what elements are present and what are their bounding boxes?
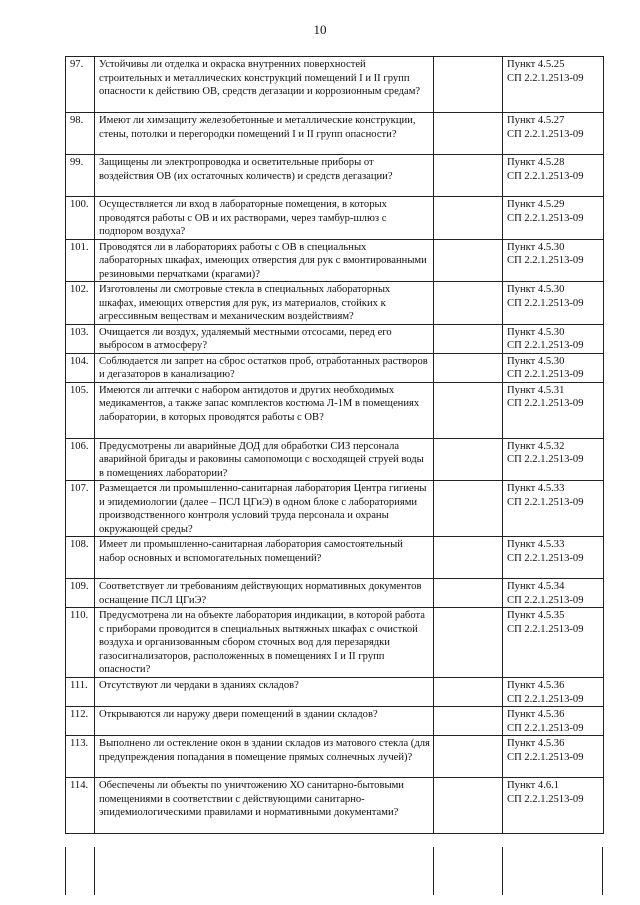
reference-document: СП 2.2.1.2513-09 bbox=[507, 454, 584, 465]
table-row bbox=[66, 324, 604, 353]
reference-clause: Пункт 4.6.1 bbox=[507, 780, 560, 791]
reference-document: СП 2.2.1.2513-09 bbox=[507, 297, 584, 309]
question-text: Изготовлены ли смотровые стекла в специальных лабораторных шкафах, имеющих отверстия для рук, из материалов, стойких к агрессивным веществам и механическим воздействиям? bbox=[95, 282, 434, 325]
row-number: 111. bbox=[66, 678, 95, 707]
reference-cell bbox=[503, 608, 604, 678]
answer-cell[interactable] bbox=[434, 239, 503, 282]
reference-cell bbox=[503, 239, 604, 282]
reference-clause: Пункт 4.5.32 bbox=[507, 440, 565, 452]
answer-cell[interactable] bbox=[434, 382, 503, 438]
table-row bbox=[66, 197, 604, 240]
reference-cell bbox=[503, 282, 604, 325]
answer-cell[interactable] bbox=[434, 155, 503, 197]
reference-document: СП 2.2.1.2513-09 bbox=[507, 623, 584, 635]
table-row bbox=[66, 382, 604, 438]
reference-cell bbox=[503, 438, 604, 481]
reference-cell bbox=[503, 353, 604, 382]
checklist-table bbox=[65, 56, 604, 834]
question-text: Соответствует ли требованиям действующих нормативных документов оснащение ПСЛ ЦГиЭ? bbox=[95, 579, 434, 608]
answer-cell[interactable] bbox=[434, 736, 503, 778]
answer-cell[interactable] bbox=[434, 707, 503, 736]
reference-cell bbox=[503, 382, 604, 438]
row-number: 102. bbox=[66, 282, 95, 325]
answer-cell[interactable] bbox=[434, 778, 503, 834]
question-text: Имеют ли химзащиту железобетонные и металлические конструкции, стены, потолки и перегородки помещений I и II групп опасности? bbox=[95, 113, 434, 155]
table-row bbox=[66, 438, 604, 481]
table-row bbox=[66, 481, 604, 537]
table-row bbox=[66, 239, 604, 282]
question-text: Открываются ли наружу двери помещений в здании складов? bbox=[95, 707, 434, 736]
row-number: 103. bbox=[66, 324, 95, 353]
table-row bbox=[66, 707, 604, 736]
answer-cell[interactable] bbox=[434, 197, 503, 240]
reference-clause: Пункт 4.5.30 bbox=[507, 284, 565, 295]
reference-cell bbox=[503, 579, 604, 608]
reference-clause: Пункт 4.5.31 bbox=[507, 384, 565, 396]
reference-clause: Пункт 4.5.28 bbox=[507, 157, 565, 168]
reference-clause: Пункт 4.5.30 bbox=[507, 355, 565, 367]
reference-document: СП 2.2.1.2513-09 bbox=[507, 552, 584, 564]
row-number: 114. bbox=[66, 778, 95, 834]
table-row bbox=[66, 537, 604, 579]
row-number: 98. bbox=[66, 113, 95, 155]
question-text: Предусмотрена ли на объекте лаборатория индикации, в которой работа с приборами проводится в специальных вытяжных шкафах с очисткой воздуха и организованным сбором сточных вод для перезарядки газосигнализаторов, расположенных в помещениях I и II групп опасности? bbox=[95, 608, 434, 678]
reference-cell bbox=[503, 113, 604, 155]
answer-cell[interactable] bbox=[434, 678, 503, 707]
reference-document: СП 2.2.1.2513-09 bbox=[507, 693, 584, 705]
table-row bbox=[66, 113, 604, 155]
table-row bbox=[66, 778, 604, 834]
question-text: Выполнено ли остекление окон в здании складов из матового стекла (для предупреждения попадания в помещение прямых солнечных лучей)? bbox=[95, 736, 434, 778]
row-number: 112. bbox=[66, 707, 95, 736]
answer-cell[interactable] bbox=[434, 537, 503, 579]
checklist-rows bbox=[66, 57, 604, 834]
row-number: 109. bbox=[66, 579, 95, 608]
reference-document: СП 2.2.1.2513-09 bbox=[507, 793, 584, 805]
reference-cell bbox=[503, 778, 604, 834]
page-number: 10 bbox=[313, 22, 327, 37]
reference-document: СП 2.2.1.2513-09 bbox=[507, 72, 584, 84]
answer-cell[interactable] bbox=[434, 353, 503, 382]
table-row bbox=[66, 579, 604, 608]
row-number: 106. bbox=[66, 438, 95, 481]
question-text: Защищены ли электропроводка и осветительные приборы от воздействия ОВ (их остаточных количеств) и средств дегазации? bbox=[95, 155, 434, 197]
reference-clause: Пункт 4.5.36 bbox=[507, 680, 565, 691]
answer-cell[interactable] bbox=[434, 324, 503, 353]
table-row bbox=[66, 608, 604, 678]
reference-clause: Пункт 4.5.36 bbox=[507, 738, 565, 749]
reference-clause: Пункт 4.5.33 bbox=[507, 483, 565, 494]
row-number: 104. bbox=[66, 353, 95, 382]
question-text: Соблюдается ли запрет на сброс остатков проб, отработанных растворов и дегазаторов в канализацию? bbox=[95, 353, 434, 382]
question-text: Обеспечены ли объекты по уничтожению ХО санитарно-бытовыми помещениями в соответствии с действующими санитарно-эпидемиологическими правилами и нормативными документами? bbox=[95, 778, 434, 834]
answer-cell[interactable] bbox=[434, 438, 503, 481]
row-number: 108. bbox=[66, 537, 95, 579]
question-text: Имеет ли промышленно-санитарная лаборатория самостоятельный набор основных и вспомогательных помещений? bbox=[95, 537, 434, 579]
table-row bbox=[66, 155, 604, 197]
answer-cell[interactable] bbox=[434, 282, 503, 325]
reference-cell bbox=[503, 197, 604, 240]
reference-clause: Пункт 4.5.36 bbox=[507, 709, 565, 720]
table-continuation bbox=[65, 847, 603, 895]
reference-document: СП 2.2.1.2513-09 bbox=[507, 751, 584, 763]
reference-cell bbox=[503, 481, 604, 537]
reference-cell bbox=[503, 736, 604, 778]
question-text: Имеются ли аптечки с набором антидотов и других необходимых медикаментов, а также запас комплектов костюма Л-1М в помещениях лаборатории, в которых проводятся работы с ОВ? bbox=[95, 382, 434, 438]
reference-cell bbox=[503, 155, 604, 197]
table-row bbox=[66, 678, 604, 707]
reference-document: СП 2.2.1.2513-09 bbox=[507, 212, 584, 224]
reference-cell bbox=[503, 707, 604, 736]
question-text: Размещается ли промышленно-санитарная лаборатория Центра гигиены и эпидемиологии (далее – ПСЛ ЦГиЭ) в одном блоке с лабораториями производственного контроля условий труда персонала и охраны окружающей среды? bbox=[95, 481, 434, 537]
table-row bbox=[66, 57, 604, 113]
reference-document: СП 2.2.1.2513-09 bbox=[507, 496, 584, 508]
reference-clause: Пункт 4.5.30 bbox=[507, 241, 565, 253]
reference-clause: Пункт 4.5.30 bbox=[507, 326, 565, 338]
row-number: 105. bbox=[66, 382, 95, 438]
row-number: 113. bbox=[66, 736, 95, 778]
reference-document: СП 2.2.1.2513-09 bbox=[507, 170, 584, 182]
reference-clause: Пункт 4.5.34 bbox=[507, 581, 565, 592]
reference-clause: Пункт 4.5.35 bbox=[507, 610, 565, 621]
question-text: Отсутствуют ли чердаки в зданиях складов? bbox=[95, 678, 434, 707]
question-text: Осуществляется ли вход в лабораторные помещения, в которых проводятся работы с ОВ и их растворами, через тамбур-шлюз с подпором воздуха? bbox=[95, 197, 434, 240]
table-row bbox=[66, 736, 604, 778]
question-text: Предусмотрены ли аварийные ДОД для обработки СИЗ персонала аварийной бригады и раковины самопомощи с восходящей струей воды в помещениях лаборатории? bbox=[95, 438, 434, 481]
question-text: Проводятся ли в лабораториях работы с ОВ в специальных лабораторных шкафах, имеющих отверстия для рук с вмонтированными резиновыми перчатками (крагами)? bbox=[95, 239, 434, 282]
reference-document: СП 2.2.1.2513-09 bbox=[507, 398, 584, 409]
reference-document: СП 2.2.1.2513-09 bbox=[507, 128, 584, 140]
row-number: 110. bbox=[66, 608, 95, 678]
reference-clause: Пункт 4.5.27 bbox=[507, 115, 565, 126]
row-number: 99. bbox=[66, 155, 95, 197]
reference-cell bbox=[503, 678, 604, 707]
reference-document: СП 2.2.1.2513-09 bbox=[507, 255, 584, 266]
reference-document: СП 2.2.1.2513-09 bbox=[507, 722, 584, 734]
reference-cell bbox=[503, 324, 604, 353]
answer-cell[interactable] bbox=[434, 113, 503, 155]
reference-cell bbox=[503, 57, 604, 113]
reference-document: СП 2.2.1.2513-09 bbox=[507, 340, 584, 351]
reference-clause: Пункт 4.5.25 bbox=[507, 59, 565, 70]
question-text: Очищается ли воздух, удаляемый местными отсосами, перед его выбросом в атмосферу? bbox=[95, 324, 434, 353]
table-row bbox=[66, 353, 604, 382]
answer-cell[interactable] bbox=[434, 57, 503, 113]
answer-cell[interactable] bbox=[434, 481, 503, 537]
reference-cell bbox=[503, 537, 604, 579]
answer-cell[interactable] bbox=[434, 608, 503, 678]
row-number: 107. bbox=[66, 481, 95, 537]
table-row bbox=[66, 282, 604, 325]
row-number: 101. bbox=[66, 239, 95, 282]
reference-document: СП 2.2.1.2513-09 bbox=[507, 594, 584, 606]
row-number: 100. bbox=[66, 197, 95, 240]
row-number: 97. bbox=[66, 57, 95, 113]
answer-cell[interactable] bbox=[434, 579, 503, 608]
reference-document: СП 2.2.1.2513-09 bbox=[507, 369, 584, 380]
reference-clause: Пункт 4.5.29 bbox=[507, 199, 565, 210]
reference-clause: Пункт 4.5.33 bbox=[507, 539, 565, 550]
question-text: Устойчивы ли отделка и окраска внутренних поверхностей строительных и металлических конструкций помещений I и II групп опасности к действию ОВ, средств дегазации и коррозионным средам? bbox=[95, 57, 434, 113]
